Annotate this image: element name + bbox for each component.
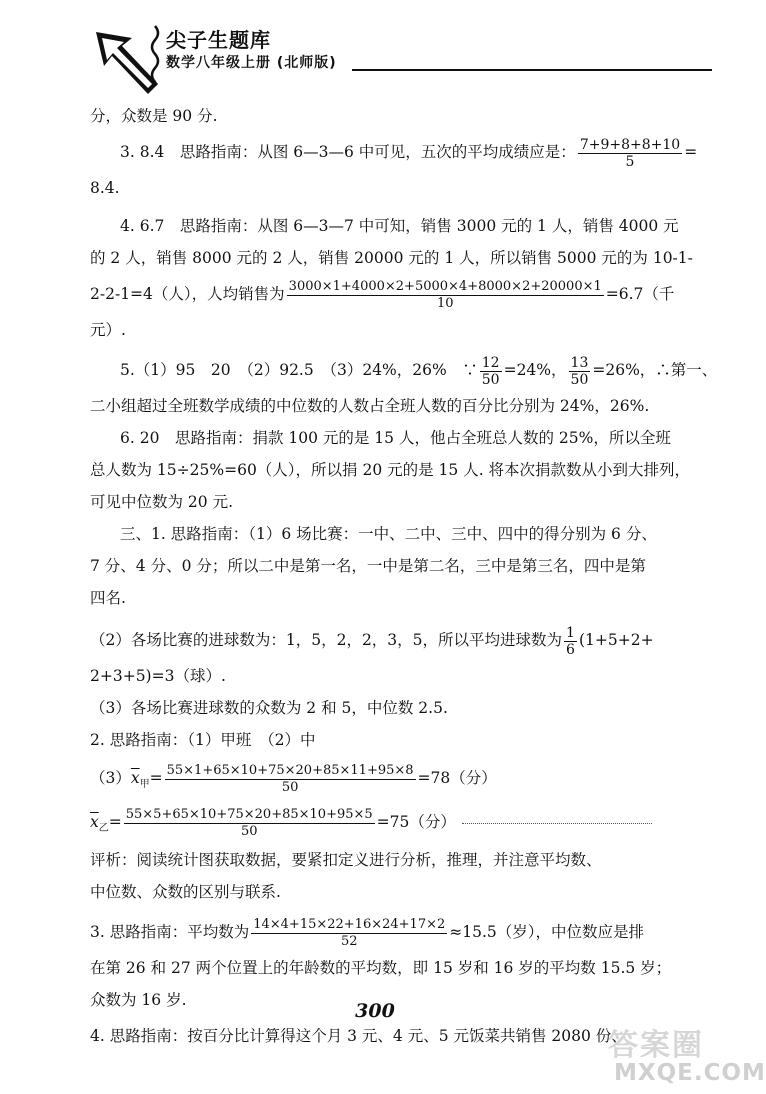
- text-line: 在第 26 和 27 两个位置上的年龄数的平均数，即 15 岁和 16 岁的平均数 15.5 岁；: [90, 959, 672, 977]
- dotted-leader: [462, 823, 652, 824]
- text-line: [90, 620, 695, 660]
- text-line: 四名.: [90, 589, 126, 607]
- denominator: 5: [625, 153, 635, 170]
- denominator: 50: [281, 779, 299, 795]
- fraction: [578, 137, 682, 170]
- text-line: [90, 350, 718, 390]
- mean-symbol: [90, 813, 99, 831]
- text-span: ≈15.5（岁），中位数应是排: [449, 923, 645, 941]
- fraction: [124, 807, 375, 840]
- denominator: 52: [340, 933, 358, 949]
- text-line: [90, 912, 695, 952]
- subscript: 乙: [98, 823, 109, 835]
- fraction: [569, 355, 591, 388]
- text-line: 可见中位数为 20 元.: [90, 493, 234, 511]
- denominator: 50: [481, 371, 500, 388]
- answer-text: [90, 100, 718, 1052]
- text-span: =75（分）: [376, 813, 456, 831]
- text-line: 评析：阅读统计图获取数据，要紧扣定义进行分析，推理，并注意平均数、: [90, 851, 602, 869]
- text-line: （3）各场比赛进球数的众数为 2 和 5，中位数 2.5.: [90, 699, 448, 717]
- fraction: [165, 763, 416, 796]
- watermark-url: MXQE.COM: [614, 1060, 766, 1086]
- text-line: [90, 132, 698, 172]
- text-line: 7 分、4 分、0 分；所以二中是第一名，一中是第二名，三中是第三名，四中是第: [90, 557, 646, 575]
- text-line: 4. 6.7 思路指南：从图 6—3—7 中可知，销售 3000 元的 1 人，销售 4000 元: [120, 217, 679, 235]
- text-span: 5.（1）95 20 （2）92.5 （3）24%，26% ∵: [120, 361, 478, 379]
- text-line: 2+3+5)=3（球）.: [90, 667, 226, 685]
- text-span: 2-2-1=4（人），人均销售为: [90, 285, 285, 303]
- text-line: 元）.: [90, 321, 126, 339]
- book-title: 数学八年级上册 (北师版): [166, 55, 337, 71]
- numerator: 3000×1+4000×2+5000×4+8000×2+20000×1: [288, 278, 602, 294]
- text-line: 的 2 人，销售 8000 元的 2 人，销售 20000 元的 1 人，所以销售 5000 元的为 10-1-: [90, 249, 693, 267]
- page-number: 300: [355, 1000, 395, 1022]
- numerator: 13: [570, 354, 589, 371]
- text-line: [90, 274, 695, 314]
- text-line: 总人数为 15÷25%=60（人），所以捐 20 元的是 15 人. 将本次捐款数从小到大排列，: [90, 461, 691, 479]
- text-line: 4. 思路指南：按百分比计算得这个月 3 元、4 元、5 元饭菜共销售 2080 份、: [90, 1027, 627, 1045]
- text-span: 3. 思路指南：平均数为: [90, 923, 250, 941]
- text-line: 二小组超过全班数学成绩的中位数的人数占全班人数的百分比分别为 24%，26%.: [90, 397, 650, 415]
- fraction: [564, 625, 577, 658]
- text-line: 2. 思路指南：（1）甲班 （2）中: [90, 731, 316, 749]
- watermark-badge: 答案圈: [608, 1028, 704, 1063]
- text-span: =24%，: [503, 361, 567, 379]
- denominator: 6: [566, 641, 575, 658]
- x-variable: $\overline{x}$: [90, 813, 99, 831]
- denominator: 50: [570, 371, 589, 388]
- series-title: 尖子生题库: [166, 28, 271, 52]
- header-rule: [352, 69, 712, 71]
- fraction: [480, 355, 502, 388]
- text-line: 8.4.: [90, 179, 120, 197]
- text-line: [90, 756, 695, 800]
- text-span: (1+5+2+: [578, 631, 654, 649]
- text-span: =: [108, 813, 122, 831]
- text-line: 6. 20 思路指南：捐款 100 元的是 15 人，他占全班总人数的 25%，所以全班: [120, 429, 671, 447]
- text-span: =78（分）: [417, 769, 497, 787]
- text-span: =26%，∴第一、: [592, 361, 718, 379]
- wave-divider-icon: [149, 26, 161, 86]
- numerator: 7+9+8+8+10: [579, 136, 681, 153]
- text-line: 中位数、众数的区别与联系.: [90, 883, 281, 901]
- x-variable: $\overline{x}$: [130, 769, 140, 787]
- text-span: =: [149, 769, 163, 787]
- text-span: =6.7（千: [605, 285, 675, 303]
- fraction: [287, 279, 604, 312]
- numerator: 1: [566, 624, 575, 641]
- text-span: （2）各场比赛的进球数为：1，5，2，2，3，5，所以平均进球数为: [90, 631, 563, 649]
- text-span: （3）: [90, 769, 131, 787]
- denominator: 10: [436, 295, 454, 311]
- text-span: 3. 8.4 思路指南：从图 6—3—6 中可见，五次的平均成绩应是：: [120, 143, 576, 161]
- denominator: 50: [240, 823, 258, 839]
- text-line: 分，众数是 90 分.: [90, 107, 218, 125]
- numerator: 55×5+65×10+75×20+85×10+95×5: [125, 806, 373, 822]
- text-line: [90, 800, 695, 844]
- text-span: =: [684, 143, 698, 161]
- numerator: 55×1+65×10+75×20+85×11+95×8: [166, 762, 414, 778]
- mean-symbol: [131, 769, 140, 787]
- subscript: 甲: [139, 779, 150, 791]
- page-header: [0, 0, 750, 100]
- text-line: 三、1. 思路指南：（1）6 场比赛：一中、二中、三中、四中的得分别为 6 分、: [120, 525, 657, 543]
- text-line: 众数为 16 岁.: [90, 991, 187, 1009]
- numerator: 14×4+15×22+16×24+17×2: [253, 916, 446, 932]
- fraction: [251, 917, 447, 950]
- numerator: 12: [481, 354, 500, 371]
